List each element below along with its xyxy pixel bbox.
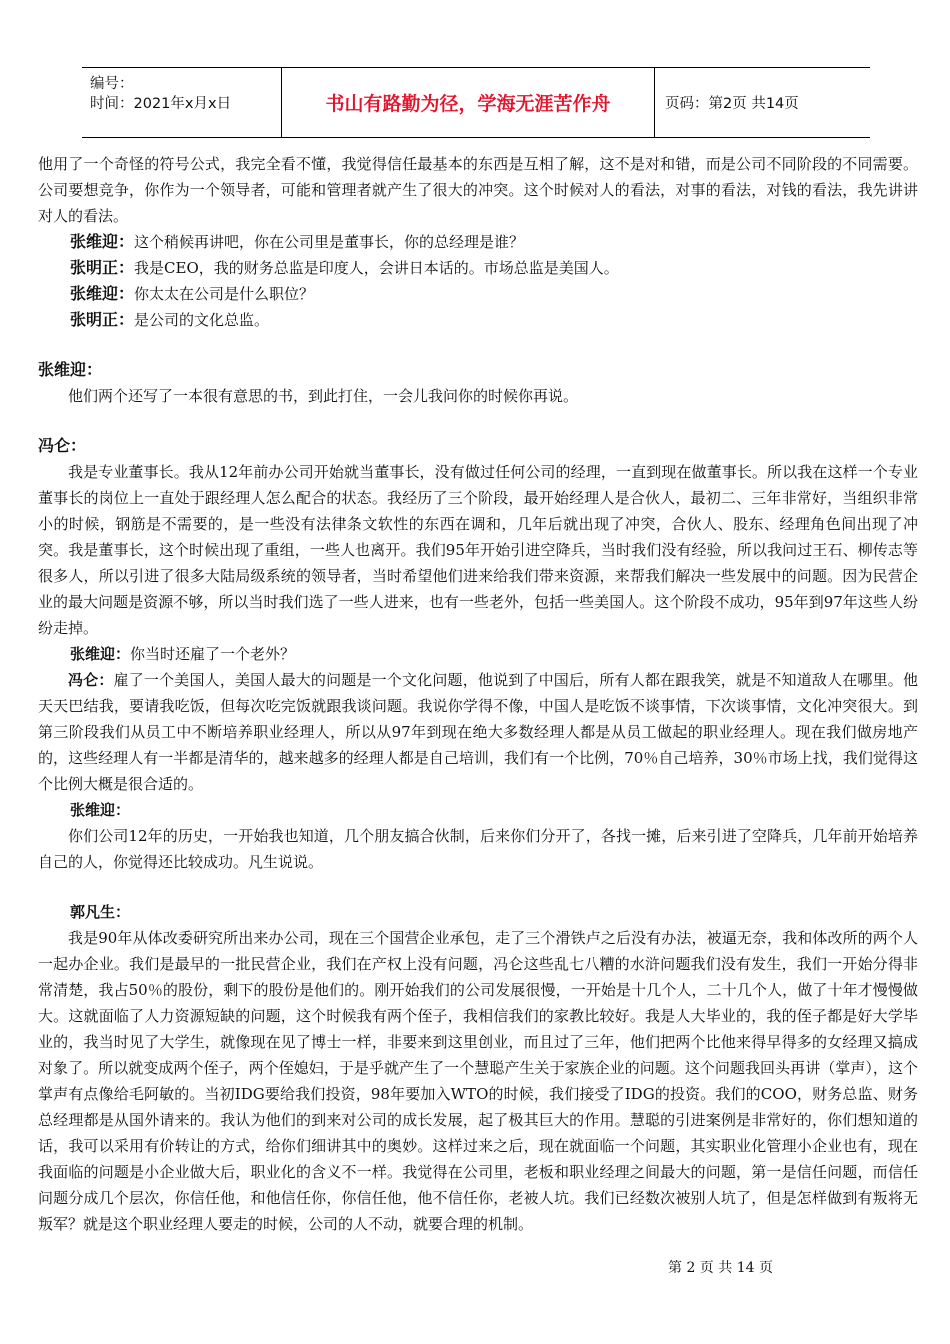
paragraph: 他们两个还写了一本很有意思的书，到此打住，一会儿我问你的时候你再说。 (68, 387, 579, 405)
dialogue-line (38, 641, 918, 667)
speaker-name: 张维迎： (70, 645, 131, 663)
speaker-name: 冯仑： (68, 671, 114, 689)
dialogue-line (38, 307, 918, 333)
paragraph-intro: 他用了一个奇怪的符号公式，我完全看不懂，我觉得信任最基本的东西是互相了解，这不是对和错，而是公司不同阶段的不同需要。公司要想竞争，你作为一个领导者，可能和管理者就产生了很大的冲突。这个时候对人的看法，对事的看法，对钱的看法，我先讲讲对人的看法。 (38, 155, 918, 225)
speaker-heading: 张维迎： (38, 360, 103, 379)
speaker-name: 张维迎： (70, 801, 131, 819)
dialogue-line (38, 229, 918, 255)
page-header-table (82, 67, 870, 138)
date-label: 时间：2021年x月x日 (90, 96, 232, 112)
speaker-name: 张明正： (70, 310, 135, 329)
dialogue-text: 是公司的文化总监。 (134, 311, 270, 329)
dialogue-text: 你太太在公司是什么职位？ (134, 285, 315, 303)
page-footer: 第 2 页 共 14 页 (668, 1260, 773, 1276)
dialogue-paragraph (38, 667, 918, 797)
speaker-heading-indented (38, 797, 918, 823)
document-body (38, 151, 918, 1237)
dialogue-text: 我是CEO，我的财务总监是印度人，会讲日本话的。市场总监是美国人。 (134, 259, 619, 277)
paragraph: 我是90年从体改委研究所出来办公司，现在三个国营企业承包，走了三个滑铁卢之后没有办法，被逼无奈，我和体改所的两个人一起办企业。我们是最早的一批民营企业，我们在产权上没有问题，冯仑这些乱七八糟的水浒问题我们没有发生，我们一开始分得非常清楚，我占50％的股份，剩下的股份是他们的。刚开始我们的公司发展很慢，一开始是十几个人，二十几个人，做了十年才慢慢做大。这就面临了人力资源短缺的问题，这个时候我有两个侄子，我相信我们的家教比较好。我是人大毕业的，我的侄子都是好大学毕业的，我当时见了大学生，就像现在见了博士一样，非要来到这里创业，而且过了三年，他们把两个比他来得早得多的女经理又搞成对象了。所以就变成两个侄子，两个侄媳妇，于是乎就产生了一个慧聪产生关于家族企业的问题。这个问题我回头再讲（掌声），这个掌声有点像给毛阿敏的。当初IDG要给我们投资，98年要加入WTO的时候，我们接受了IDG的投资。我们的COO，财务总监、财务总经理都是从国外请来的。我认为他们的到来对公司的成长发展，起了极其巨大的作用。慧聪的引进案例是非常好的，你们想知道的话，我可以采用有价转让的方式，给你们细讲其中的奥妙。这样过来之后，现在就面临一个问题，其实职业化管理小企业也有，现在我面临的问题是小企业做大后，职业化的含义不一样。我觉得在公司里，老板和职业经理之间最大的问题，第一是信任问题，而信任问题分成几个层次，你信任他，和他信任你，你信任他，他不信任你，老被人坑。我们已经数次被别人坑了，但是怎样做到有叛将无叛军？就是这个职业经理人要走的时候，公司的人不动，就要合理的机制。 (38, 929, 918, 1233)
header-page-label: 页码：第2页 共14页 (665, 96, 799, 112)
dialogue-text: 雇了一个美国人，美国人最大的问题是一个文化问题，他说到了中国后，所有人都在跟我笑，就是不知道敌人在哪里。他天天巴结我，要请我吃饭，但每次吃完饭就跟我谈问题。我说你学得不像，中国人是吃饭不谈事情，下次谈事情，文化冲突很大。到第三阶段我们从员工中不断培养职业经理人，所以从97年到现在绝大多数经理人都是从员工做起的职业经理人。现在我们做房地产的，这些经理人有一半都是清华的，越来越多的经理人都是自己培训，我们有一个比例，70％自己培养，30％市场上找，我们觉得这个比例大概是很合适的。 (38, 671, 918, 793)
paragraph: 你们公司12年的历史，一开始我也知道，几个朋友搞合伙制，后来你们分开了，各找一摊，后来引进了空降兵，几年前开始培养自己的人，你觉得还比较成功。凡生说说。 (38, 827, 918, 871)
speaker-name: 张维迎： (70, 232, 135, 251)
dialogue-line (38, 281, 918, 307)
number-label: 编号： (90, 76, 134, 92)
speaker-name: 张明正： (70, 258, 135, 277)
paragraph: 我是专业董事长。我从12年前办公司开始就当董事长，没有做过任何公司的经理，一直到现在做董事长。所以我在这样一个专业董事长的岗位上一直处于跟经理人怎么配合的状态。我经历了三个阶段，最开始经理人是合伙人，最初二、三年非常好，当组织非常小的时候，钢筋是不需要的，是一些没有法律条文软性的东西在调和，几年后就出现了冲突，合伙人、股东、经理角色间出现了冲突。我是董事长，这个时候出现了重组，一些人也离开。我们95年开始引进空降兵，当时我们没有经验，所以我问过王石、柳传志等很多人，所以引进了很多大陆局级系统的领导者，当时希望他们进来给我们带来资源，来帮我们解决一些发展中的问题。因为民营企业的最大问题是资源不够，所以当时我们选了一些人进来，也有一些老外，包括一些美国人。这个阶段不成功，95年到97年这些人纷纷走掉。 (38, 463, 918, 637)
dialogue-line (38, 255, 918, 281)
header-motto: 书山有路勤为径，学海无涯苦作舟 (282, 68, 655, 137)
dialogue-text: 这个稍候再讲吧，你在公司里是董事长，你的总经理是谁？ (134, 233, 525, 251)
header-meta-cell (82, 68, 282, 137)
speaker-heading: 冯仑： (38, 436, 87, 455)
speaker-heading: 郭凡生： (70, 903, 131, 921)
speaker-name: 张维迎： (70, 284, 135, 303)
dialogue-text: 你当时还雇了一个老外？ (130, 645, 296, 663)
